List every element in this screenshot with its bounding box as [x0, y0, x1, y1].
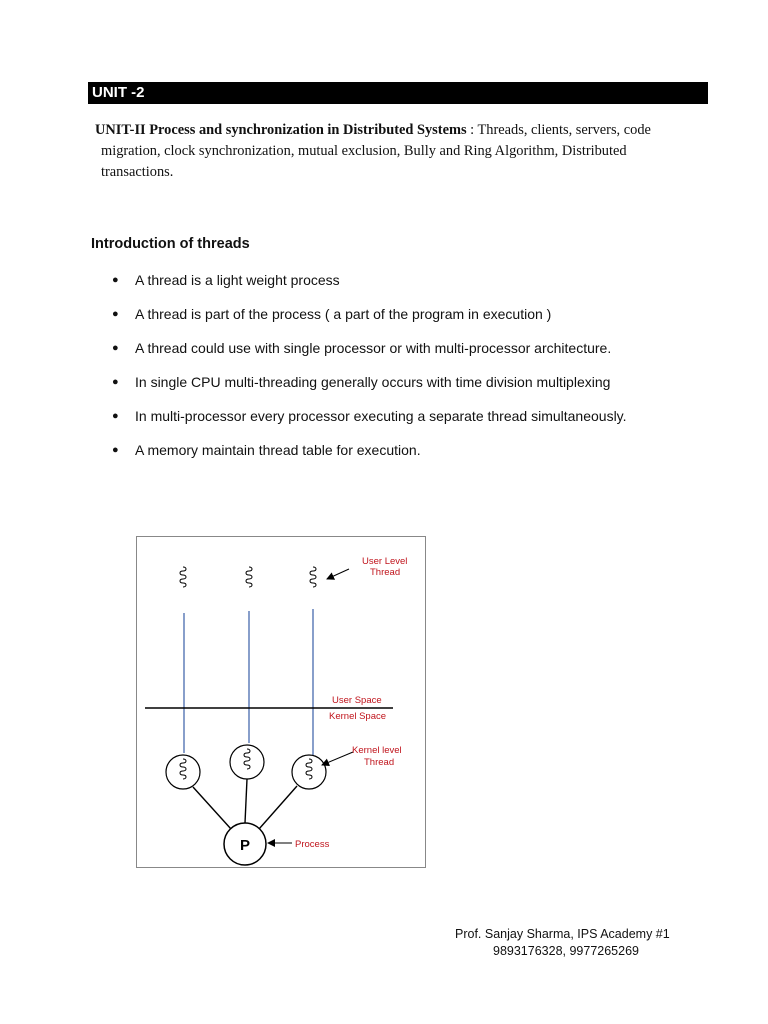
user-thread-2-icon — [246, 567, 252, 587]
syllabus-title: UNIT-II Process and synchronization in Distributed Systems — [95, 122, 467, 138]
section-title: Introduction of threads — [91, 236, 250, 252]
kernel-level-thread-label-2: Thread — [364, 757, 395, 768]
kernel-to-process-line-2 — [245, 779, 247, 823]
user-thread-3-icon — [310, 567, 316, 587]
thread-diagram-svg — [137, 537, 427, 869]
user-thread-arrow-icon — [327, 569, 349, 579]
page-footer — [455, 926, 715, 960]
kernel-space-label: Kernel Space — [329, 711, 387, 722]
unit-header-bar — [88, 82, 708, 104]
syllabus-line3: transactions. — [101, 164, 174, 180]
kernel-level-thread-label-1: Kernel level — [352, 745, 402, 756]
footer-phone: 9893176328, 9977265269 — [493, 944, 639, 958]
list-item — [112, 440, 627, 474]
syllabus-line2: migration, clock synchronization, mutual exclusion, Bully and Ring Algorithm, Distributed — [101, 143, 627, 159]
kernel-thread-3-circle — [292, 755, 326, 789]
bullet-dot-icon: ● — [112, 376, 119, 388]
syllabus-block — [95, 120, 695, 183]
bullet-text: A memory maintain thread table for execution. — [135, 442, 421, 458]
kernel-to-process-line-1 — [193, 787, 231, 829]
footer-author: Prof. Sanjay Sharma, IPS Academy #1 — [455, 927, 670, 941]
list-item — [112, 270, 627, 304]
list-item — [112, 372, 627, 406]
syllabus-line1-rest: : Threads, clients, servers, code — [466, 122, 651, 138]
bullet-text: In single CPU multi-threading generally occurs with time division multiplexing — [135, 374, 611, 390]
bullet-dot-icon: ● — [112, 410, 119, 422]
bullet-dot-icon: ● — [112, 444, 119, 456]
user-level-thread-label-1: User Level — [362, 556, 408, 567]
bullet-dot-icon: ● — [112, 308, 119, 320]
list-item — [112, 338, 627, 372]
process-label: Process — [295, 839, 330, 850]
bullet-dot-icon: ● — [112, 274, 119, 286]
list-item — [112, 406, 627, 440]
bullet-list — [112, 270, 627, 474]
unit-label: UNIT -2 — [92, 84, 145, 101]
bullet-text: A thread could use with single processor or with multi-processor architecture. — [135, 340, 612, 356]
bullet-dot-icon: ● — [112, 342, 119, 354]
user-level-thread-label-2: Thread — [370, 567, 401, 578]
kernel-to-process-line-3 — [259, 786, 297, 829]
user-space-label: User Space — [332, 695, 382, 706]
list-item — [112, 304, 627, 338]
kernel-thread-1-circle — [166, 755, 200, 789]
bullet-text: In multi-processor every processor executing a separate thread simultaneously. — [135, 408, 627, 424]
kernel-thread-arrow-icon — [322, 752, 353, 765]
thread-diagram — [136, 536, 426, 868]
kernel-thread-2-circle — [230, 745, 264, 779]
process-node-label: P — [239, 837, 251, 854]
bullet-text: A thread is part of the process ( a part of the program in execution ) — [135, 306, 552, 322]
bullet-text: A thread is a light weight process — [135, 272, 340, 288]
user-thread-1-icon — [180, 567, 186, 587]
